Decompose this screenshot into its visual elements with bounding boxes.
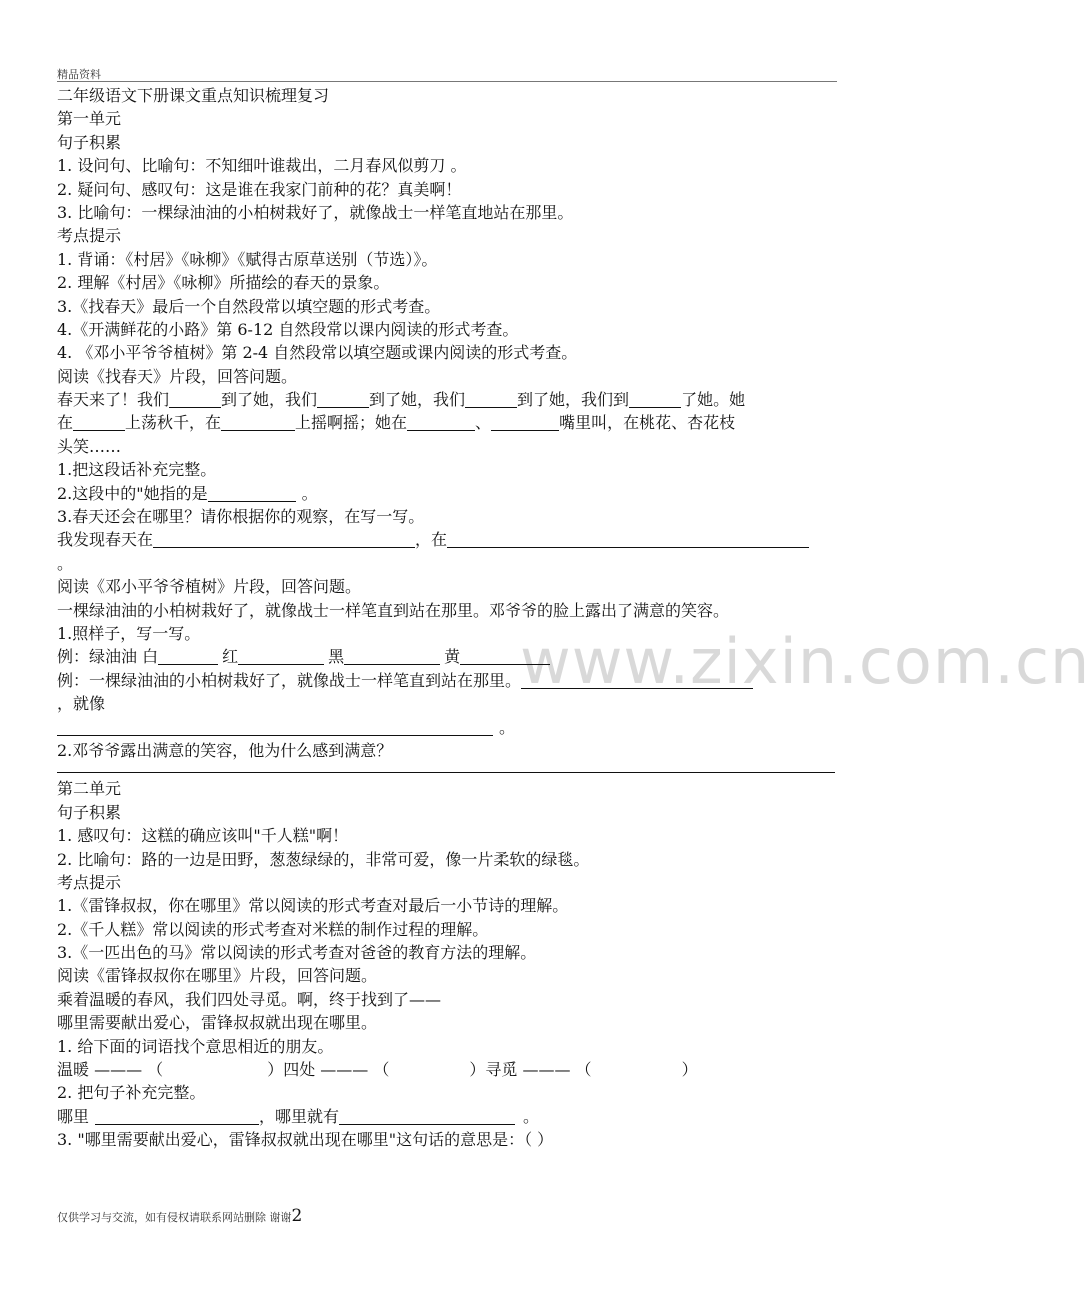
unit1-sentence-3: 3. 比喻句：一棵绿油油的小柏树栽好了，就像战士一样笔直地站在那里。 (57, 202, 574, 222)
answer-rule[interactable] (57, 762, 835, 773)
document-body (57, 84, 837, 1152)
example-text: 。 (499, 717, 516, 737)
fill-blank[interactable] (317, 391, 369, 408)
reading3-question-3: 3. "哪里需要献出爱心，雷锋叔叔就出现在哪里"这句话的意思是：（ ） (57, 1130, 554, 1150)
synonym-text: ）四处 ——— （ (267, 1060, 390, 1080)
unit2-sentence-1: 1. 感叹句：这糕的确应该叫"千人糕"啊！ (57, 826, 349, 846)
fill-blank[interactable] (465, 391, 517, 408)
unit2-key-1: 1.《雷锋叔叔，你在哪里》常以阅读的形式考查对最后一小节诗的理解。 (57, 896, 569, 916)
complete-text: 哪里 (57, 1106, 90, 1126)
fill-blank[interactable] (447, 531, 809, 548)
footer-text: 仅供学习与交流，如有侵权请联系网站删除 谢谢 (57, 1211, 292, 1224)
passage-text: 、 (475, 413, 492, 433)
reading3-synonyms (57, 1058, 837, 1081)
passage-text: 到了她，我们到 (517, 390, 630, 410)
fill-blank[interactable] (169, 391, 221, 408)
complete-text: 。 (523, 1106, 540, 1126)
synonym-text: ） (681, 1060, 698, 1080)
reading2-example-2-line (57, 716, 837, 739)
fill-blank[interactable] (208, 485, 296, 502)
reading2-example-2-cont: ，就像 (57, 694, 106, 714)
answer-text: 我发现春天在 (57, 530, 154, 550)
unit2-sentence-2: 2. 比喻句：路的一边是田野，葱葱绿绿的，非常可爱，像一片柔软的绿毯。 (57, 849, 590, 869)
example-text: 黄 (444, 647, 461, 667)
synonym-text: ）寻觅 ——— （ (469, 1060, 592, 1080)
fill-blank[interactable] (344, 648, 440, 665)
reading3-line-1: 乘着温暖的春风，我们四处寻觅。啊，终于找到了—— (57, 989, 442, 1009)
passage-text: 上荡秋千，在 (125, 413, 222, 433)
question-text: 。 (301, 483, 318, 503)
reading3-heading: 阅读《雷锋叔叔你在哪里》片段，回答问题。 (57, 966, 378, 986)
fill-blank[interactable] (460, 648, 550, 665)
unit1-heading: 第一单元 (57, 109, 122, 129)
reading3-question-1: 1. 给下面的词语找个意思相近的朋友。 (57, 1036, 334, 1056)
reading2-example-2 (57, 669, 837, 692)
reading3-question-2: 2. 把句子补充完整。 (57, 1083, 206, 1103)
unit1-key-2: 2. 理解《村居》《咏柳》所描绘的春天的景象。 (57, 273, 390, 293)
reading2-example-1 (57, 645, 837, 668)
page-number: 2 (291, 1206, 303, 1226)
unit2-heading: 第二单元 (57, 779, 122, 799)
reading3-complete (57, 1105, 837, 1128)
example-text: 例：绿油油 白 (57, 647, 159, 667)
unit2-key-2: 2.《千人糕》常以阅读的形式考查对米糕的制作过程的理解。 (57, 919, 489, 939)
unit2-sentence-heading: 句子积累 (57, 802, 122, 822)
fill-blank[interactable] (238, 648, 324, 665)
unit1-key-4: 4.《开满鲜花的小路》第 6-12 自然段常以课内阅读的形式考查。 (57, 319, 519, 339)
reading1-answer-line (57, 528, 837, 551)
passage-text: 到了她，我们 (369, 390, 466, 410)
answer-text: ，在 (415, 530, 448, 550)
passage-text: 了她。她 (681, 390, 746, 410)
fill-blank[interactable] (153, 531, 415, 548)
fill-blank[interactable] (95, 1108, 259, 1125)
unit2-key-3: 3.《一匹出色的马》常以阅读的形式考查对爸爸的教育方法的理解。 (57, 943, 537, 963)
fill-blank[interactable] (158, 648, 218, 665)
synonym-text: 温暖 ——— （ (57, 1060, 164, 1080)
header-divider (57, 81, 837, 82)
fill-blank[interactable] (339, 1108, 515, 1125)
passage-text: 嘴里叫，在桃花、杏花枝 (559, 413, 736, 433)
unit2-key-heading: 考点提示 (57, 872, 122, 892)
unit1-sentence-2: 2. 疑问句、感叹句：这是谁在我家门前种的花？真美啊！ (57, 179, 462, 199)
reading2-question-2: 2.邓爷爷露出满意的笑容，他为什么感到满意？ (57, 740, 393, 760)
header-tag: 精品资料 (57, 68, 101, 81)
reading2-passage: 一棵绿油油的小柏树栽好了，就像战士一样笔直到站在那里。邓爷爷的脸上露出了满意的笑容。 (57, 600, 730, 620)
reading1-question-3: 3.春天还会在哪里？请你根据你的观察，在写一写。 (57, 507, 425, 527)
unit1-sentence-heading: 句子积累 (57, 132, 122, 152)
passage-text: 到了她，我们 (221, 390, 318, 410)
fill-blank[interactable] (521, 672, 753, 689)
doc-title: 二年级语文下册课文重点知识梳理复习 (57, 86, 330, 105)
reading1-question-1: 1.把这段话补充完整。 (57, 460, 217, 480)
unit1-key-5: 4. 《邓小平爷爷植树》第 2-4 自然段常以填空题或课内阅读的形式考查。 (57, 343, 578, 363)
reading1-heading: 阅读《找春天》片段，回答问题。 (57, 366, 298, 386)
passage-text: 上摇啊摇；她在 (295, 413, 408, 433)
reading2-question-1: 1.照样子，写一写。 (57, 623, 201, 643)
reading1-passage-line3: 头笑…… (57, 436, 122, 456)
passage-text: 春天来了！我们 (57, 390, 170, 410)
fill-blank[interactable] (57, 719, 493, 736)
reading1-passage-line2 (57, 411, 837, 434)
unit1-key-1: 1. 背诵：《村居》《咏柳》《赋得古原草送别（节选）》。 (57, 249, 438, 269)
fill-blank[interactable] (221, 414, 295, 431)
question-text: 2.这段中的"她指的是 (57, 483, 208, 503)
example-text: 例：一棵绿油油的小柏树栽好了，就像战士一样笔直到站在那里。 (57, 670, 522, 690)
passage-text: 在 (57, 413, 74, 433)
reading1-answer-end: 。 (57, 553, 74, 573)
fill-blank[interactable] (629, 391, 681, 408)
reading2-heading: 阅读《邓小平爷爷植树》片段，回答问题。 (57, 577, 362, 597)
unit1-key-heading: 考点提示 (57, 226, 122, 246)
fill-blank[interactable] (491, 414, 559, 431)
footer (57, 1206, 302, 1226)
reading3-line-2: 哪里需要献出爱心，雷锋叔叔就出现在哪里。 (57, 1013, 378, 1033)
unit1-key-3: 3.《找春天》最后一个自然段常以填空题的形式考查。 (57, 296, 441, 316)
complete-text: ，哪里就有 (259, 1106, 340, 1126)
fill-blank[interactable] (407, 414, 475, 431)
fill-blank[interactable] (73, 414, 125, 431)
reading1-question-2 (57, 482, 837, 505)
example-text: 黑 (328, 647, 345, 667)
reading1-passage-line1 (57, 388, 837, 411)
watermark: www.zixin.com.cn (520, 625, 1090, 698)
unit1-sentence-1: 1. 设问句、比喻句：不知细叶谁裁出，二月春风似剪刀 。 (57, 156, 467, 176)
example-text: 红 (222, 647, 239, 667)
